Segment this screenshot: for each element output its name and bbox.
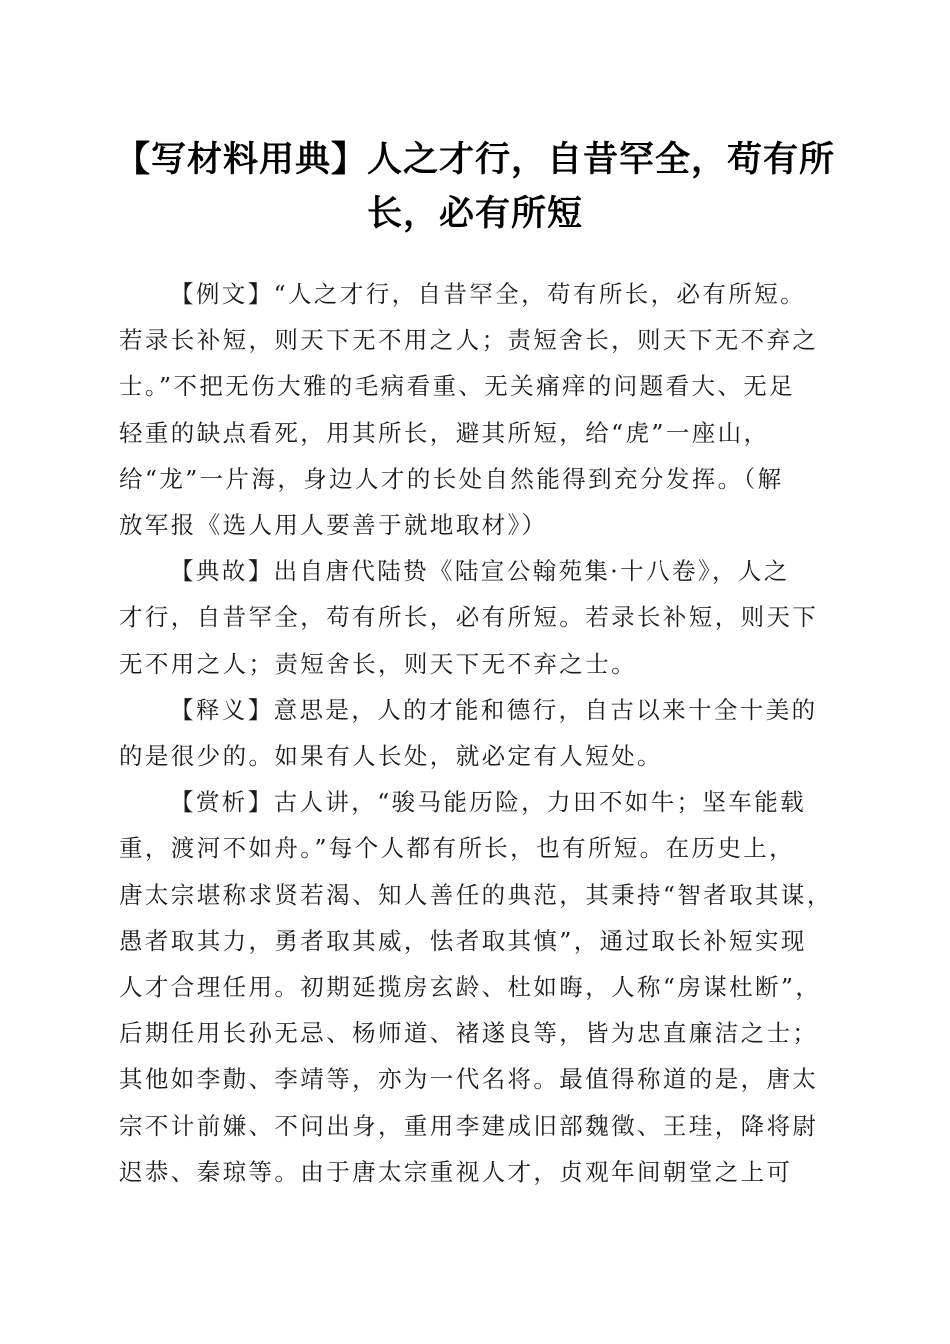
text-line: 【例文】“人之才行，自昔罕全，苟有所长，必有所短。 [170, 280, 807, 308]
document-body [119, 271, 831, 1195]
text-line: 给“龙”一片海，身边人才的长处自然能得到充分发挥。（解 [119, 464, 784, 493]
text-line: 宗不计前嫌、不问出身，重用李建成旧部魏徵、王珪，降将尉 [119, 1111, 819, 1140]
text-line: 迟恭、秦琼等。由于唐太宗重视人才，贞观年间朝堂之上可 [119, 1157, 793, 1186]
title-line-2: 长，必有所短 [366, 193, 583, 234]
paragraph-analysis [119, 779, 831, 1195]
text-line: 无不用之人；责短舍长，则天下无不弃之士。 [119, 649, 637, 678]
document-title [100, 133, 850, 241]
text-line: 【释义】意思是，人的才能和德行，自古以来十全十美的 [170, 695, 818, 724]
text-line: 愚者取其力，勇者取其威，怯者取其慎”，通过取长补短实现 [119, 926, 807, 955]
text-line: 的是很少的。如果有人长处，就必定有人短处。 [119, 742, 663, 771]
text-line: 人才合理任用。初期延揽房玄龄、杜如晦，人称“房谋杜断”， [119, 973, 822, 1002]
paragraph-allusion [119, 548, 831, 687]
text-line: 若录长补短，则天下无不用之人；责短舍长，则天下无不弃之 [119, 326, 819, 355]
paragraph-example [119, 271, 831, 548]
text-line: 【典故】出自唐代陆贽《陆宣公翰苑集·十八卷》，人之 [170, 557, 790, 586]
text-line: 【赏析】古人讲，“骏马能历险，力田不如牛；坚车能载 [170, 788, 807, 817]
text-line: 唐太宗堪称求贤若渴、知人善任的典范，其秉持“智者取其谋， [119, 880, 833, 909]
text-line: 轻重的缺点看死，用其所长，避其所短，给“虎”一座山， [119, 418, 770, 447]
text-line: 其他如李勣、李靖等，亦为一代名将。最值得称道的是，唐太 [119, 1065, 819, 1094]
paragraph-meaning [119, 687, 831, 779]
text-line: 放军报《选人用人要善于就地取材》） [119, 511, 548, 540]
text-line: 后期任用长孙无忌、杨师道、褚遂良等，皆为忠直廉洁之士； [119, 1019, 819, 1048]
title-line-1: 【写材料用典】人之才行，自昔罕全，苟有所 [114, 139, 835, 180]
text-line: 士。”不把无伤大雅的毛病看重、无关痛痒的问题看大、无足 [119, 372, 796, 401]
text-line: 重，渡河不如舟。”每个人都有所长，也有所短。在历史上， [119, 834, 796, 863]
text-line: 才行，自昔罕全，苟有所长，必有所短。若录长补短，则天下 [119, 603, 819, 632]
